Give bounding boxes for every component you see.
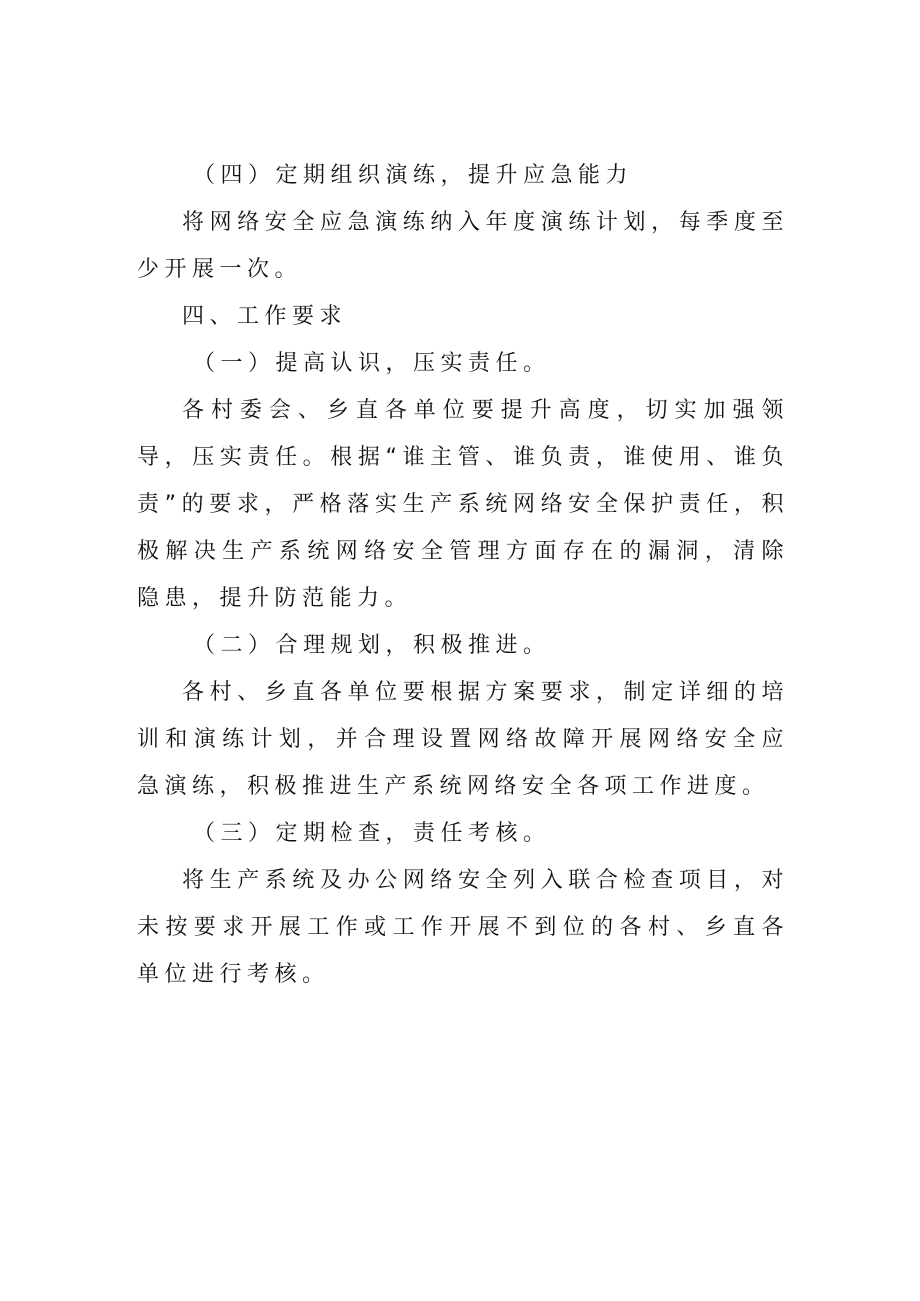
paragraph-responsibility: 各村委会、乡直各单位要提升高度，切实加强领导，压实责任。根据“谁主管、谁负责，谁使用、谁负责”的要求，严格落实生产系统网络安全保护责任，积极解决生产系统网络安全管理方面存在的漏洞，清除隐患，提升防范能力。: [137, 398, 789, 611]
paragraph-planning: 各村、乡直各单位要根据方案要求，制定详细的培训和演练计划，并合理设置网络故障开展网络安全应急演练，积极推进生产系统网络安全各项工作进度。: [137, 680, 789, 799]
section-heading-work-requirements: 四、工作要求: [182, 304, 348, 329]
document-body: [137, 152, 789, 998]
paragraph-inspection: 将生产系统及办公网络安全列入联合检查项目，对未按要求开展工作或工作开展不到位的各村、乡直各单位进行考核。: [137, 868, 789, 987]
subheading-four: （四）定期组织演练，提升应急能力: [193, 163, 634, 188]
subheading-one: （一）提高认识，压实责任。: [193, 351, 551, 376]
subheading-three: （三）定期检查，责任考核。: [193, 821, 551, 846]
subheading-two: （二）合理规划，积极推进。: [193, 633, 551, 658]
paragraph-drill-plan: 将网络安全应急演练纳入年度演练计划，每季度至少开展一次。: [137, 210, 789, 282]
